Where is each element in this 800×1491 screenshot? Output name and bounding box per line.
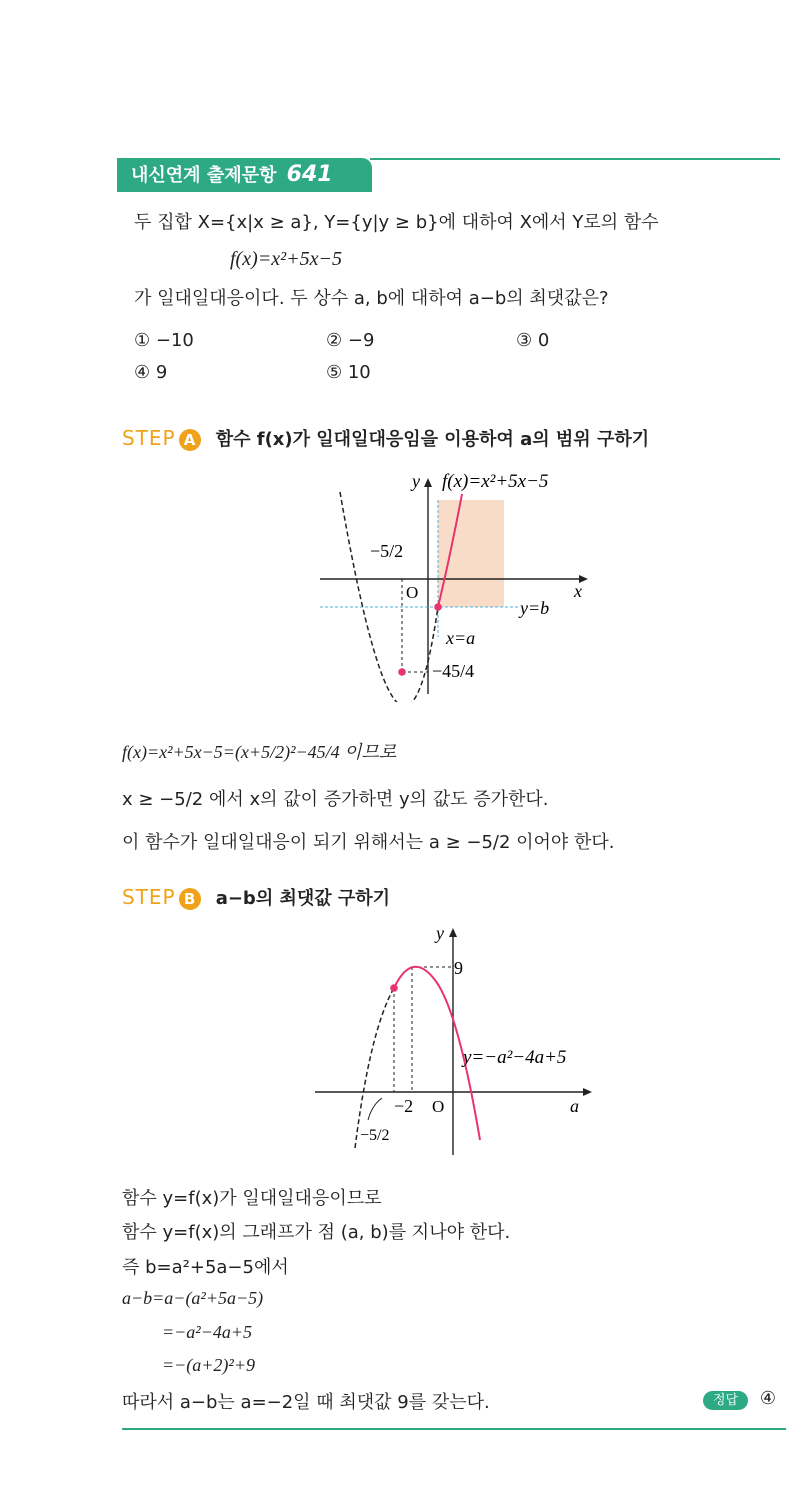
problem-formula: f(x)=x²+5x−5 [230,248,342,270]
step-b-solution-4: a−b=a−(a²+5a−5) [122,1288,264,1308]
graph-a-vertex [398,668,406,676]
graph-a-region [438,500,504,607]
problem-header-tab [117,158,372,192]
graph-a-neg-vertex-x: −5/2 [370,541,404,561]
step-b-heading [122,884,390,910]
graph-b-point-x: −5/2 [360,1127,390,1144]
choice-4[interactable]: ④ 9 [134,362,168,383]
graph-b-x-label: a [570,1096,579,1116]
step-b-title: a−b의 최댓값 구하기 [215,888,391,909]
choice-3[interactable]: ③ 0 [516,330,550,351]
bottom-rule [122,1428,786,1430]
header-rule [370,158,780,160]
graph-a [310,462,630,702]
graph-a-x-a: x=a [446,628,476,648]
choice-1[interactable]: ① −10 [134,330,194,351]
graph-a-curve-label: f(x)=x²+5x−5 [442,471,549,492]
step-b-badge: B [179,888,201,910]
graph-a-y-label: y [412,471,420,491]
step-a-title: 함수 f(x)가 일대일대응임을 이용하여 a의 범위 구하기 [215,429,650,450]
graph-a-point-a [434,603,442,611]
step-a-solution-3: 이 함수가 일대일대응이 되기 위해서는 a ≥ −5/2 이어야 한다. [122,832,615,853]
graph-b-point [390,984,398,992]
step-b-solution-7: 따라서 a−b는 a=−2일 때 최댓값 9를 갖는다. [122,1392,490,1413]
header-label: 내신연계 출제문항 [131,165,277,186]
graph-b-max: 9 [454,958,463,978]
step-b-solution-2: 함수 y=f(x)의 그래프가 점 (a, b)를 지나야 한다. [122,1222,511,1243]
problem-line-1: 두 집합 X={x|x ≥ a}, Y={y|y ≥ b}에 대하여 X에서 Y로의 함수 [134,212,659,233]
step-b-solution-1: 함수 y=f(x)가 일대일대응이므로 [122,1188,382,1209]
graph-a-y-b: y=b [520,598,550,618]
choice-5[interactable]: ⑤ 10 [326,362,371,383]
answer-badge: 정답 [703,1391,748,1410]
problem-number: 641 [286,162,333,187]
step-b-solution-3: 즉 b=a²+5a−5에서 [122,1257,289,1278]
step-a-solution-2: x ≥ −5/2 에서 x의 값이 증가하면 y의 값도 증가한다. [122,789,549,810]
step-a-label: STEP [122,426,176,450]
step-b-solution-5: =−a²−4a+5 [162,1322,252,1342]
graph-b-curve-label: y=−a²−4a+5 [463,1047,567,1068]
step-a-solution-1: f(x)=x²+5x−5=(x+5/2)²−45/4 이므로 [122,742,397,762]
graph-a-vertex-y: −45/4 [432,661,475,681]
step-a-heading [122,425,649,451]
graph-b-y-label: y [436,923,444,943]
graph-b-origin: O [432,1097,445,1116]
graph-a-x-label: x [574,581,582,601]
graph-b [310,920,630,1160]
graph-a-origin: O [406,583,419,602]
step-a-badge: A [179,429,201,451]
choice-2[interactable]: ② −9 [326,330,375,351]
graph-b-curve-dashed [355,988,394,1148]
answer-value: ④ [759,1388,776,1409]
answer [703,1388,776,1409]
step-b-solution-6: =−(a+2)²+9 [162,1355,255,1375]
step-b-label: STEP [122,885,176,909]
graph-b-vertex-x: −2 [394,1096,414,1116]
problem-line-3: 가 일대일대응이다. 두 상수 a, b에 대하여 a−b의 최댓값은? [134,288,609,309]
graph-a-curve-dashed [340,492,438,702]
